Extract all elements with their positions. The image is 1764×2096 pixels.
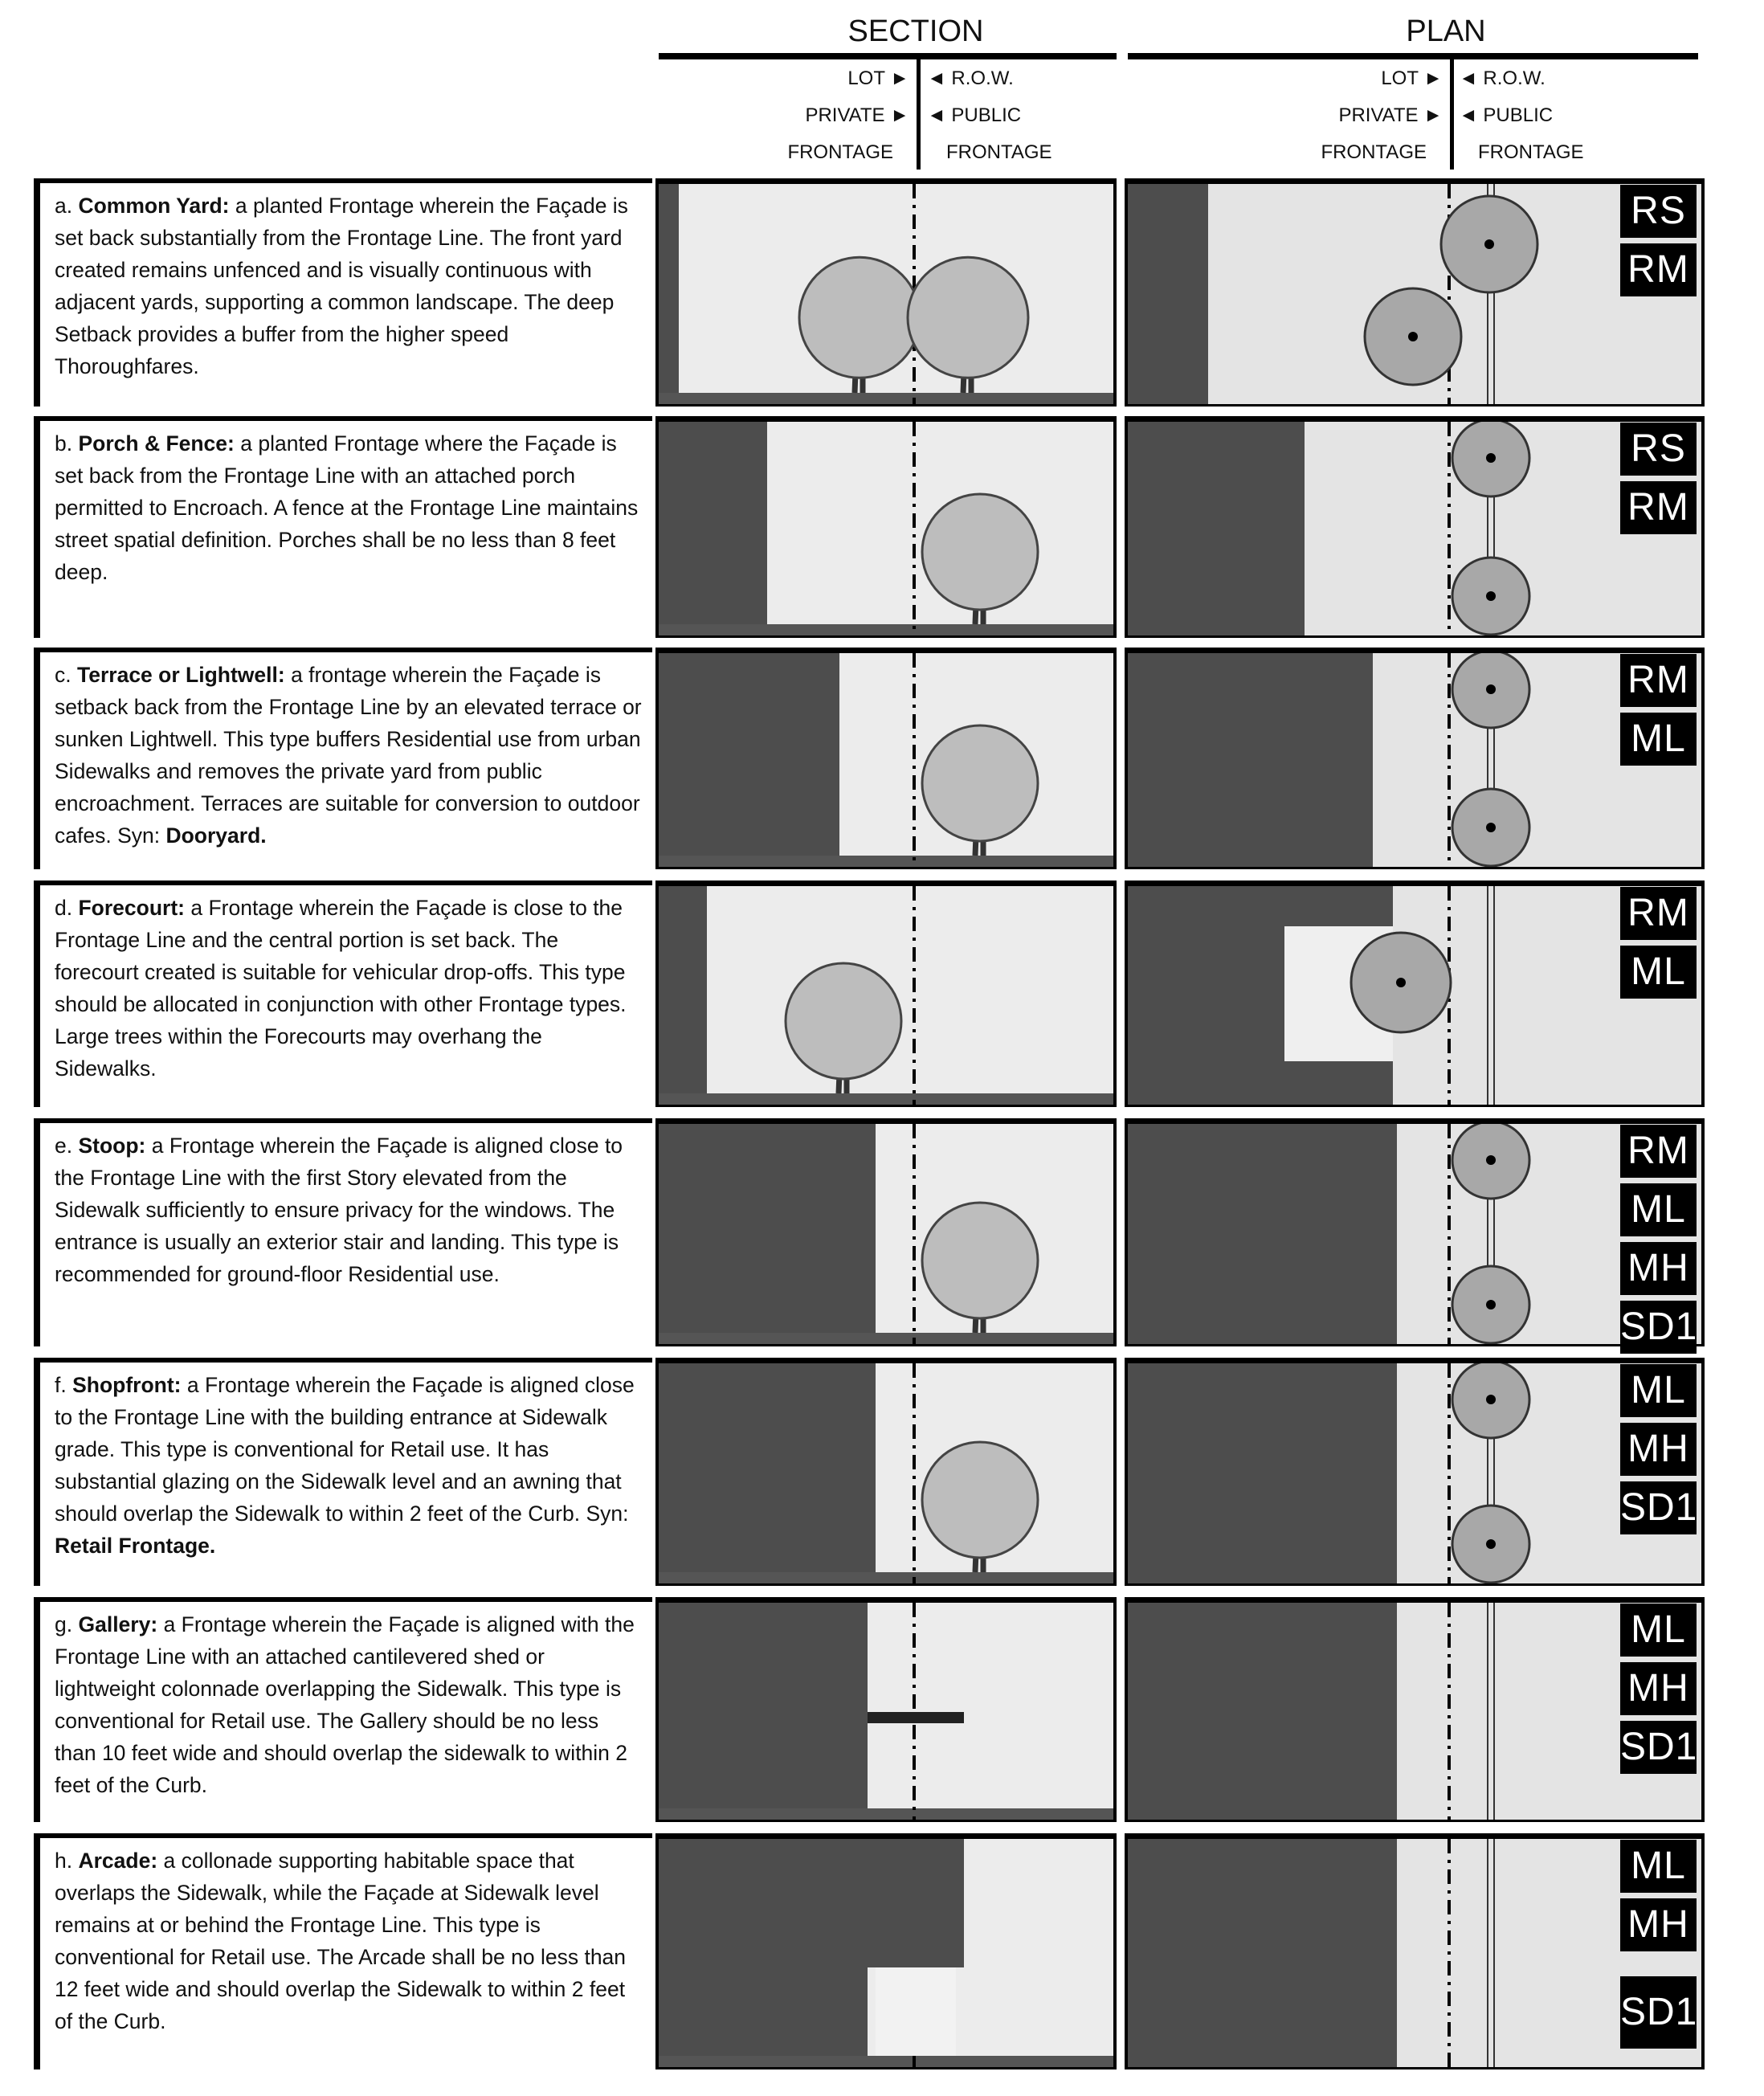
plan-drawing [1128, 1839, 1705, 2069]
ground [659, 624, 1113, 638]
tree-icon [1452, 1506, 1529, 1583]
plan-diagram [1125, 1118, 1705, 1346]
tree-icon [1452, 1124, 1529, 1199]
ground [659, 856, 1113, 869]
plan-diagram [1125, 1358, 1705, 1586]
tree-icon [1365, 288, 1461, 385]
frontage-text: a planted Frontage where the Façade is set back from the Frontage Line with an attached porch permitted to Encroach. A fence at the Frontage Line maintains street spatial definition. Porches shall be no less than 8 feet deep. [55, 431, 639, 584]
frontage-name: Terrace or Lightwell: [77, 663, 285, 687]
plan-heading: PLAN [1406, 14, 1486, 48]
zone-badge-rm: RM [1620, 887, 1697, 940]
frontage-synonym: Retail Frontage. [55, 1534, 216, 1558]
plan-public-label: ◄ PUBLIC [1459, 104, 1554, 126]
frontage-name: Arcade: [78, 1849, 158, 1873]
frontage-description [34, 416, 652, 638]
frontage-letter: a. [55, 194, 73, 218]
frontage-row-5 [0, 1118, 1764, 1351]
frontage-description [34, 1833, 652, 2069]
ground [659, 393, 1113, 407]
frontage-syn-label: Syn: [117, 823, 161, 848]
zone-badge-ml: ML [1620, 1364, 1697, 1417]
section-drawing [659, 422, 1117, 638]
section-diagram [655, 1358, 1117, 1586]
zone-badge-rs: RS [1620, 423, 1697, 476]
building-mass [659, 184, 679, 393]
frontage-name: Gallery: [78, 1612, 158, 1636]
plan-diagram [1125, 1833, 1705, 2069]
section-header-divider [917, 59, 921, 170]
frontage-letter: c. [55, 663, 71, 687]
section-drawing [659, 1603, 1117, 1822]
plan-drawing [1128, 1124, 1705, 1346]
zone-badge-sd1: SD1 [1620, 1976, 1697, 2049]
frontage-row-6 [0, 1358, 1764, 1591]
ground [659, 1093, 1113, 1107]
building-mass [659, 1363, 876, 1572]
frontage-text: a Frontage wherein the Façade is aligned close to the Frontage Line with the first Story elevated from the Sidewalk sufficiently to ensure privacy for the windows. The entrance is usually an exterior stair and landing. This type is recommended for ground-floor Residential use. [55, 1134, 623, 1286]
section-drawing [659, 1363, 1117, 1586]
plan-drawing [1128, 422, 1705, 638]
plan-diagram [1125, 1597, 1705, 1822]
tree-icon [1452, 653, 1529, 728]
zone-badge-ml: ML [1620, 1604, 1697, 1657]
frontage-letter: g. [55, 1612, 73, 1636]
plan-drawing [1128, 653, 1705, 869]
section-drawing [659, 886, 1117, 1107]
frontage-text: a Frontage wherein the Façade is close to the Frontage Line and the central portion is set back. The forecourt created is suitable for vehicular drop-offs. This type should be allocated in conjunction with other Frontage types. Large trees within the Forecourts may overhang the Sidewalks. [55, 896, 627, 1081]
zone-badge-rm: RM [1620, 243, 1697, 296]
frontage-description [34, 178, 652, 407]
building-mass [659, 653, 839, 856]
tree-icon [1452, 558, 1529, 635]
section-diagram [655, 880, 1117, 1107]
section-diagram [655, 1597, 1117, 1822]
building-mass [659, 422, 767, 624]
tree-icon [1452, 1266, 1529, 1343]
plan-drawing [1128, 1363, 1705, 1586]
frontage-text: a Frontage wherein the Façade is aligned close to the Frontage Line with the building entrance at Sidewalk grade. This type is conventional for Retail use. It has substantial glazing on the Sidewalk level and an awning that should overlap the Sidewalk to within 2 feet of the Curb. [55, 1373, 635, 1526]
building-mass [659, 886, 707, 1093]
frontage-row-8 [0, 1833, 1764, 2074]
ground [659, 1333, 1113, 1346]
tree-icon [1452, 422, 1529, 496]
section-row-label: ◄ R.O.W. [927, 67, 1014, 89]
frontage-name: Shopfront: [72, 1373, 182, 1397]
plan-diagram [1125, 880, 1705, 1107]
plan-row-label: ◄ R.O.W. [1459, 67, 1546, 89]
building-mass [659, 1124, 876, 1333]
frontage-letter: h. [55, 1849, 73, 1873]
plan-header-divider [1450, 59, 1454, 170]
frontage-description [34, 1118, 652, 1346]
section-drawing [659, 1839, 1117, 2069]
plan-diagram [1125, 416, 1705, 638]
frontage-synonym: Dooryard. [165, 823, 267, 848]
frontage-name: Forecourt: [78, 896, 185, 920]
section-frontage-label-left: FRONTAGE [787, 141, 893, 163]
section-drawing [659, 1124, 1117, 1346]
section-heading-rule [659, 53, 1117, 59]
plan-diagram [1125, 648, 1705, 869]
frontage-syn-label: Syn: [586, 1502, 629, 1526]
frontage-letter: f. [55, 1373, 67, 1397]
section-diagram [655, 416, 1117, 638]
zone-badge-sd1: SD1 [1620, 1481, 1697, 1534]
building-footprint [1128, 1363, 1397, 1586]
plan-diagram [1125, 178, 1705, 407]
frontage-letter: d. [55, 896, 73, 920]
tree-icon [1441, 196, 1537, 292]
section-frontage-label-right: FRONTAGE [946, 141, 1052, 163]
frontage-row-1 [0, 178, 1764, 411]
zone-badge-ml: ML [1620, 1183, 1697, 1236]
frontage-row-3 [0, 648, 1764, 874]
plan-heading-rule [1128, 53, 1698, 59]
frontage-letter: b. [55, 431, 73, 456]
ground [659, 2056, 1113, 2069]
zone-badge-rs: RS [1620, 185, 1697, 238]
building-mass [659, 1839, 868, 2056]
tree-icon [1351, 933, 1451, 1032]
section-heading: SECTION [847, 14, 984, 48]
building-footprint [1128, 1124, 1397, 1346]
section-diagram [655, 1833, 1117, 2069]
zone-badge-sd1: SD1 [1620, 1301, 1697, 1354]
plan-frontage-label-left: FRONTAGE [1321, 141, 1427, 163]
building-footprint [1128, 653, 1373, 869]
frontage-name: Stoop: [78, 1134, 146, 1158]
frontage-name: Porch & Fence: [78, 431, 235, 456]
building-footprint [1128, 184, 1208, 407]
frontage-text: a Frontage wherein the Façade is aligned with the Frontage Line with an attached cantilevered shed or lightweight colonnade overlapping the Sidewalk. This type is conventional for Retail use. The Gallery should be no less than 10 feet wide and should overlap the sidewalk to within 2 feet of the Curb. [55, 1612, 635, 1797]
building-mass [659, 1603, 868, 1808]
plan-frontage-label-right: FRONTAGE [1478, 141, 1584, 163]
tree-icon [1452, 1363, 1529, 1438]
frontage-description [34, 1358, 652, 1586]
frontage-text: a planted Frontage wherein the Façade is set back substantially from the Frontage Line. The front yard created remains unfenced and is visually continuous with adjacent yards, supporting a common landscape. The deep Setback provides a buffer from the higher speed Thoroughfares. [55, 194, 628, 378]
zone-badge-rm: RM [1620, 481, 1697, 534]
frontage-text: a frontage wherein the Façade is setback back from the Frontage Line by an elevated terrace or sunken Lightwell. This type buffers Residential use from urban Sidewalks and removes the private yard from public encroachment. Terraces are suitable for conversion to outdoor cafes. [55, 663, 642, 848]
frontage-description [34, 1597, 652, 1822]
plan-lot-label: LOT ► [1381, 67, 1443, 89]
building-footprint [1128, 1603, 1397, 1822]
arcade-opening [876, 1967, 956, 2056]
frontage-name: Common Yard: [78, 194, 230, 218]
tree-icon [1452, 789, 1529, 866]
zone-badge-mh: MH [1620, 1662, 1697, 1715]
zone-badge-ml: ML [1620, 1840, 1697, 1893]
plan-private-label: PRIVATE ► [1338, 104, 1443, 126]
zone-badge-sd1: SD1 [1620, 1721, 1697, 1774]
section-diagram [655, 648, 1117, 869]
zone-badge-rm: RM [1620, 654, 1697, 707]
frontage-row-7 [0, 1597, 1764, 1827]
building-footprint [1128, 422, 1305, 638]
zone-badge-ml: ML [1620, 946, 1697, 999]
section-drawing [659, 653, 1117, 869]
building-footprint [1128, 1839, 1397, 2069]
frontage-text: a collonade supporting habitable space that overlaps the Sidewalk, while the Façade at Sidewalk level remains at or behind the Frontage Line. This type is conventional for Retail use. The Arcade shall be no less than 12 feet wide and should overlap the Sidewalk to within 2 feet of the Curb. [55, 1849, 627, 2033]
section-drawing [659, 184, 1117, 407]
plan-drawing [1128, 184, 1705, 407]
ground [659, 1808, 1113, 1822]
section-diagram [655, 178, 1117, 407]
section-diagram [655, 1118, 1117, 1346]
frontage-description [34, 880, 652, 1107]
section-private-label: PRIVATE ► [805, 104, 909, 126]
zone-badge-rm: RM [1620, 1125, 1697, 1178]
zone-badge-ml: ML [1620, 713, 1697, 766]
ground [659, 1572, 1113, 1586]
zone-badge-mh: MH [1620, 1898, 1697, 1951]
plan-drawing [1128, 886, 1705, 1107]
frontage-row-4 [0, 880, 1764, 1112]
frontage-description [34, 648, 652, 869]
zone-badge-mh: MH [1620, 1423, 1697, 1476]
section-lot-label: LOT ► [847, 67, 909, 89]
section-public-label: ◄ PUBLIC [927, 104, 1022, 126]
plan-drawing [1128, 1603, 1705, 1822]
gallery-shed [868, 1712, 964, 1723]
frontage-row-2 [0, 416, 1764, 643]
zone-badge-mh: MH [1620, 1242, 1697, 1295]
frontage-letter: e. [55, 1134, 73, 1158]
